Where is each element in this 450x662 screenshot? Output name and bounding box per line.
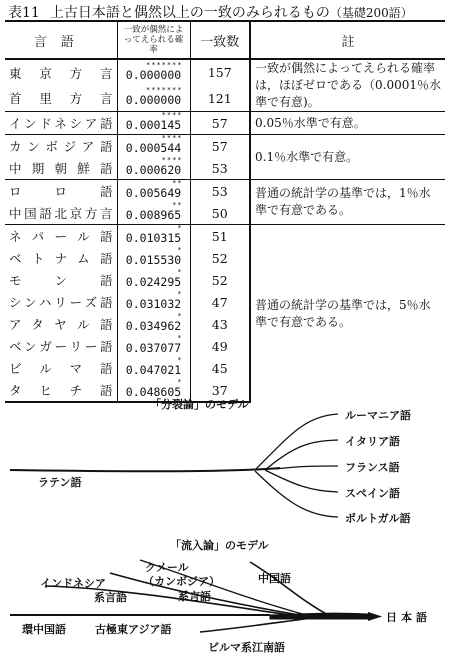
significance-stars: *	[177, 246, 183, 254]
count-cell: 43	[190, 313, 250, 335]
latin-trunk	[10, 468, 280, 471]
paleo-asian-label: 古極東アジア語	[95, 623, 172, 636]
count-cell: 52	[190, 247, 250, 269]
probability-value: 0.024295	[125, 275, 182, 289]
language-cell: ロロ語	[5, 180, 117, 203]
indonesia-label-2: 系言語	[94, 591, 127, 604]
language-cell: カンボジア語	[5, 135, 117, 158]
khmer-label-1: クメール	[145, 561, 189, 574]
italian-label: イタリア語	[345, 435, 400, 448]
table-row	[5, 112, 445, 135]
probability-cell	[117, 180, 190, 203]
significance-stars: *	[177, 334, 183, 342]
significance-stars: **	[172, 179, 183, 187]
note-cell: 0.05％水準で有意。	[250, 112, 445, 135]
header-probability: 一致が偶然によってえられる確率	[117, 21, 190, 59]
count-cell: 53	[190, 180, 250, 203]
count-cell: 157	[190, 59, 250, 86]
language-cell: ベンガーリー語	[9, 339, 113, 354]
branch-romanian	[255, 414, 338, 470]
coincidence-table	[5, 20, 445, 403]
branch-french	[275, 466, 338, 469]
japanese-label: 日本語	[386, 611, 431, 624]
language-cell: 中国語北京方言	[9, 206, 113, 221]
header-note: 註	[250, 21, 445, 59]
probability-cell	[117, 247, 190, 269]
probability-value: 0.000544	[125, 141, 182, 155]
note-cell: 0.1％水準で有意。	[250, 135, 445, 180]
table-row	[5, 59, 445, 86]
count-cell: 57	[190, 112, 250, 135]
language-cell: インドネシア語	[5, 112, 117, 135]
significance-stars: *	[177, 356, 183, 364]
probability-cell	[117, 313, 190, 335]
language-cell: アタヤル語	[9, 317, 113, 332]
probability-value: 0.008965	[125, 208, 182, 222]
count-cell: 53	[190, 157, 250, 180]
significance-stars: *	[177, 312, 183, 320]
count-cell: 51	[190, 225, 250, 248]
probability-cell	[117, 291, 190, 313]
chinese-label: 中国語	[258, 572, 291, 585]
count-cell: 45	[190, 357, 250, 379]
significance-stars: *	[177, 224, 183, 232]
romanian-label: ルーマニア語	[345, 409, 411, 422]
header-count: 一致数	[190, 21, 250, 59]
probability-value: 0.000145	[125, 118, 182, 132]
count-cell: 50	[190, 202, 250, 225]
table-row	[5, 135, 445, 158]
influx-model-title: 「流入論」のモデル	[170, 539, 269, 552]
model-diagrams	[0, 390, 450, 662]
probability-value: 0.015530	[125, 253, 182, 267]
note-cell: 普通の統計学の基準では，5％水準で有意である。	[250, 225, 445, 403]
significance-stars: *	[177, 268, 183, 276]
language-cell: モン語	[9, 273, 113, 288]
probability-cell	[117, 225, 190, 248]
table-number: 表11	[8, 5, 40, 21]
probability-value: 0.031032	[125, 297, 182, 311]
probability-cell	[117, 86, 190, 112]
language-cell: 首里方言	[9, 91, 113, 107]
table-title: 上古日本語と偶然以上の一致のみられるもの	[49, 5, 330, 21]
significance-stars: ****	[161, 156, 183, 164]
probability-value: 0.048605	[125, 385, 182, 399]
probability-value: 0.000000	[125, 67, 182, 82]
branch-portuguese	[255, 471, 338, 517]
spanish-label: スペイン語	[345, 487, 400, 500]
probability-cell	[117, 357, 190, 379]
count-cell: 49	[190, 335, 250, 357]
significance-stars: ****	[161, 134, 183, 142]
count-cell: 121	[190, 86, 250, 112]
probability-cell	[117, 135, 190, 158]
table-header-row	[5, 21, 445, 59]
branch-spanish	[265, 470, 338, 492]
count-cell: 37	[190, 379, 250, 402]
probability-value: 0.000000	[125, 93, 182, 108]
table-subtitle: （基礎200語）	[329, 6, 413, 20]
significance-stars: **	[172, 201, 183, 209]
probability-value: 0.005649	[125, 186, 182, 200]
probability-cell	[117, 335, 190, 357]
probability-value: 0.037077	[125, 341, 182, 355]
note-cell: 普通の統計学の基準では，1％水準で有意である。	[250, 180, 445, 225]
probability-cell	[117, 59, 190, 86]
language-cell: タヒチ語	[5, 379, 117, 402]
khmer-label-3: 系言語	[178, 590, 211, 603]
indonesia-label-1: インドネシア	[40, 577, 106, 590]
language-cell: ベトナム語	[9, 251, 113, 266]
probability-cell	[117, 202, 190, 225]
significance-stars: *******	[145, 86, 183, 95]
language-cell: ネパール語	[5, 225, 117, 248]
count-cell: 57	[190, 135, 250, 158]
french-label: フランス語	[345, 461, 400, 474]
burmese-label: ビルマ系江南語	[208, 641, 285, 654]
probability-cell	[117, 157, 190, 180]
proto-chinese-label: 環中国語	[22, 623, 66, 636]
probability-value: 0.034962	[125, 319, 182, 333]
significance-stars: *	[177, 378, 183, 386]
language-cell: ビルマ語	[9, 361, 113, 376]
probability-value: 0.000620	[125, 163, 182, 177]
language-cell: シンハリーズ語	[9, 295, 113, 310]
table-row	[5, 180, 445, 203]
khmer-label-2: （カンボジア）	[143, 575, 220, 588]
probability-value: 0.047021	[125, 363, 182, 377]
significance-stars: ****	[161, 111, 183, 119]
language-cell: 東京方言	[9, 65, 113, 81]
table-row	[5, 225, 445, 248]
language-cell: 中期朝鮮語	[9, 161, 113, 176]
stream-burmese	[200, 617, 320, 632]
table-caption	[8, 2, 413, 22]
note-cell: 一致が偶然によってえられる確率は，ほぼゼロである（0.0001％水準で有意)。	[250, 59, 445, 112]
latin-label: ラテン語	[38, 476, 82, 489]
split-model-title: 「分裂論」のモデル	[150, 398, 249, 411]
probability-cell	[117, 269, 190, 291]
count-cell: 47	[190, 291, 250, 313]
diagram-lines	[0, 390, 450, 662]
probability-cell	[117, 112, 190, 135]
portuguese-label: ポルトガル語	[345, 512, 411, 525]
arrow-japanese	[368, 612, 382, 621]
count-cell: 52	[190, 269, 250, 291]
header-language: 言語	[5, 21, 117, 59]
significance-stars: *	[177, 290, 183, 298]
probability-value: 0.010315	[125, 231, 182, 245]
significance-stars: *******	[145, 60, 183, 69]
